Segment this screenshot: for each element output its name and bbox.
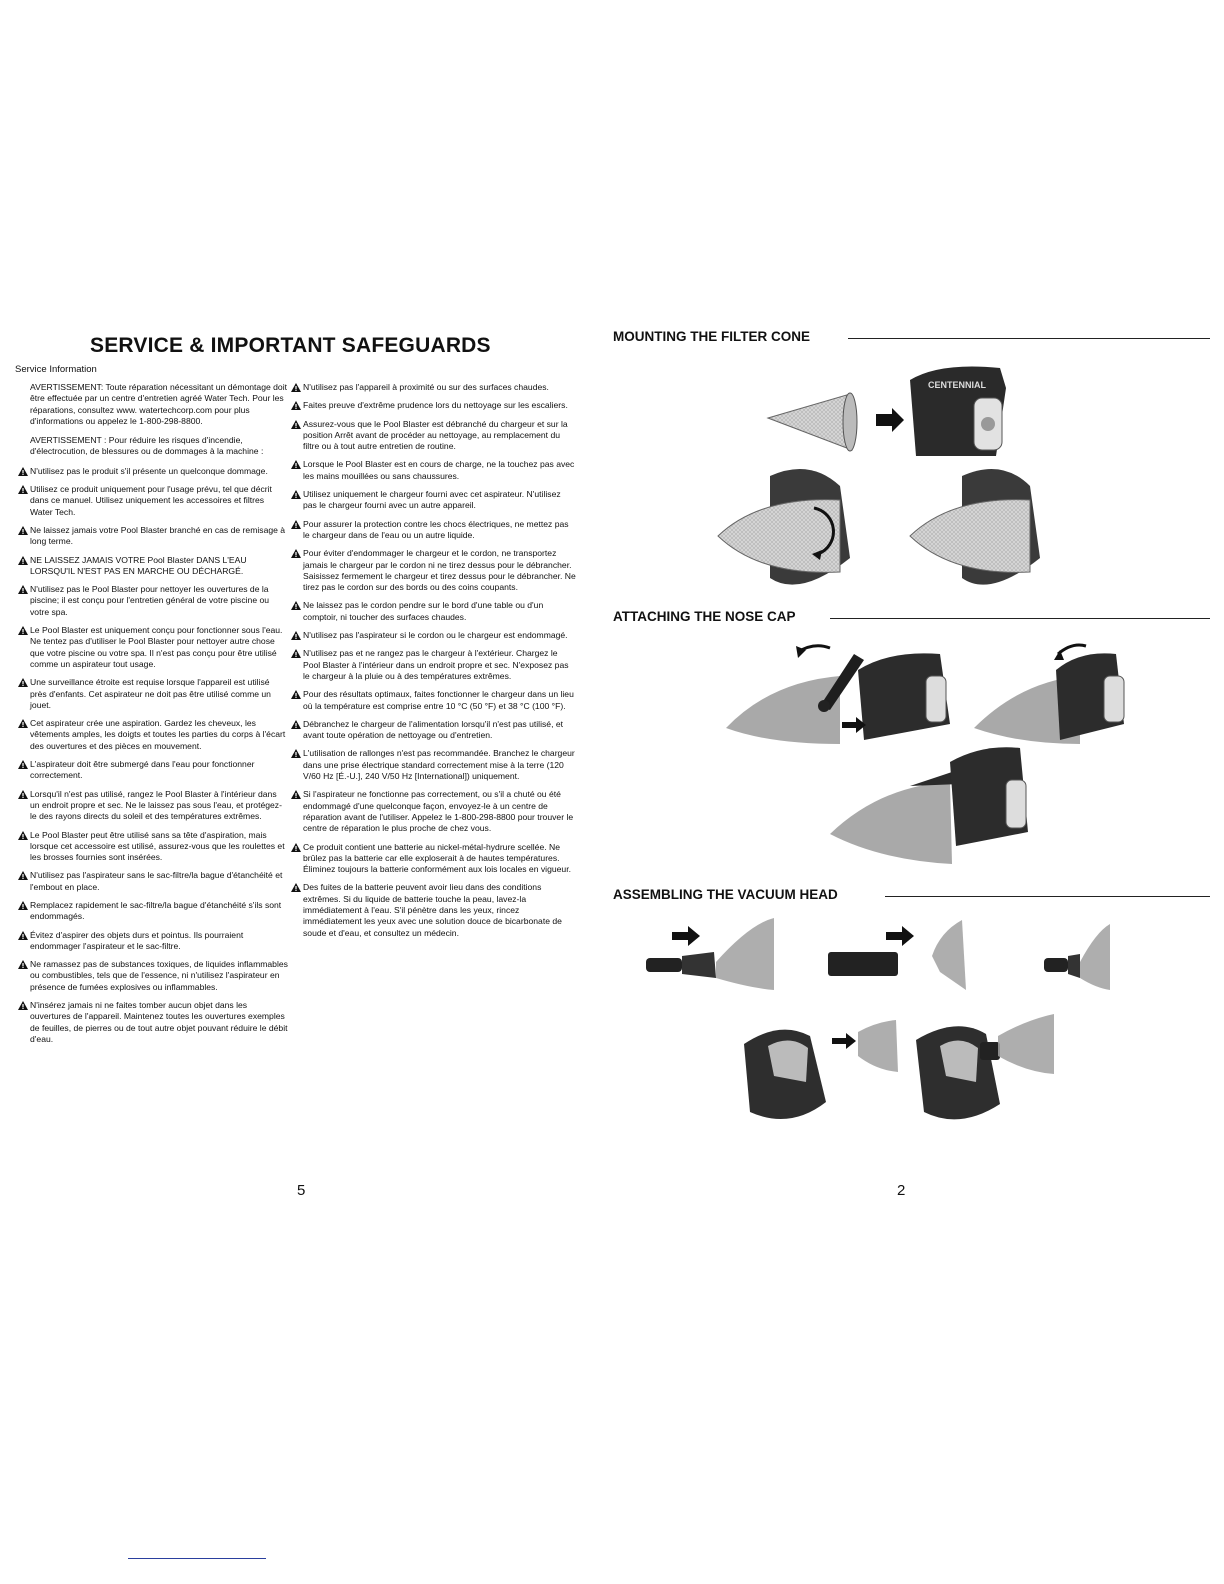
- left-safeguard-item: [18, 900, 288, 923]
- warning-triangle-icon: [291, 401, 301, 410]
- safeguard-text: Utilisez uniquement le chargeur fourni avec cet aspirateur. N'utilisez pas le chargeur fourni avec un autre appareil.: [303, 489, 561, 511]
- warning-triangle-icon: [18, 719, 28, 728]
- right-safeguard-item: [291, 719, 576, 742]
- page-title: SERVICE & IMPORTANT SAFEGUARDS: [90, 334, 491, 357]
- left-safeguard-item: [18, 625, 288, 670]
- vacuum-head-illustration: [640, 916, 1110, 1126]
- left-safeguard-item: [18, 584, 288, 618]
- section-title-vacuum-head: ASSEMBLING THE VACUUM HEAD: [613, 887, 838, 902]
- section-title-nose-cap: ATTACHING THE NOSE CAP: [613, 609, 796, 624]
- safeguard-text: N'utilisez pas le produit s'il présente un quelconque dommage.: [30, 465, 268, 476]
- warning-triangle-icon: [18, 1001, 28, 1010]
- right-safeguard-item: [291, 519, 576, 542]
- left-safeguard-item: [18, 930, 288, 953]
- safeguard-text: Des fuites de la batterie peuvent avoir lieu dans des conditions extrêmes. Si du liquide de batterie touche la peau, lavez-la immédiatement à l'eau. S'il pénètre dans les yeux, rincez immédiatement les yeux avec une solution douce de bicarbonate de soude et d'eau, et consultez un médecin.: [303, 882, 562, 938]
- safeguard-text: N'utilisez pas l'aspirateur sans le sac-filtre/la bague d'étanchéité et l'embout en place.: [30, 870, 283, 892]
- nose-cap-illustration: [720, 636, 1130, 868]
- section-rule: [848, 338, 1210, 339]
- warning-triangle-icon: [18, 526, 28, 535]
- right-safeguard-item: [291, 600, 576, 623]
- warning-triangle-icon: [18, 585, 28, 594]
- safeguard-text: Lorsqu'il n'est pas utilisé, rangez le Pool Blaster à l'intérieur dans un endroit propre et sec. Ne le laissez pas sous l'eau, et protégez-le des rayons directs du soleil et des températures extrêmes.: [30, 788, 282, 822]
- safeguard-text: NE LAISSEZ JAMAIS VOTRE Pool Blaster DANS L'EAU LORSQU'IL N'EST PAS EN MARCHE OU DÉCHARGÉ.: [30, 554, 247, 576]
- safeguard-text: Ne laissez pas le cordon pendre sur le bord d'une table ou d'un comptoir, ni toucher des surfaces chaudes.: [303, 600, 544, 622]
- safeguard-text: Cet aspirateur crée une aspiration. Gardez les cheveux, les vêtements amples, les doigts et toutes les parties du corps à l'écart des ouvertures et des pièces en mouvement.: [30, 718, 286, 751]
- right-safeguard-item: [291, 489, 576, 512]
- filter-cone-illustration: [700, 358, 1080, 608]
- left-safeguard-item: [18, 959, 288, 993]
- arrow-right-icon: [832, 1033, 856, 1049]
- left-safeguard-item: [18, 555, 288, 578]
- left-safeguard-item: [18, 1000, 288, 1045]
- warning-triangle-icon: [18, 871, 28, 880]
- right-safeguard-item: [291, 789, 576, 834]
- left-safeguard-item: [18, 718, 288, 752]
- left-item-list: [18, 466, 288, 1045]
- warning-triangle-icon: [291, 883, 301, 892]
- right-safeguard-item: [291, 648, 576, 682]
- warning-triangle-icon: [18, 960, 28, 969]
- warning-triangle-icon: [291, 460, 301, 469]
- warning-triangle-icon: [291, 520, 301, 529]
- warning-triangle-icon: [18, 760, 28, 769]
- right-item-list: [291, 382, 576, 939]
- warning-triangle-icon: [18, 485, 28, 494]
- warning-triangle-icon: [18, 626, 28, 635]
- arrow-right-icon: [672, 926, 700, 946]
- arrow-right-icon: [886, 926, 914, 946]
- safeguards-right-column: [291, 382, 576, 946]
- safeguard-text: Débranchez le chargeur de l'alimentation lorsqu'il n'est pas utilisé, et avant toute opération de nettoyage ou d'entretien.: [303, 718, 564, 741]
- left-safeguard-item: [18, 466, 288, 477]
- safeguard-text: Assurez-vous que le Pool Blaster est débranché du chargeur et sur la position Arrêt avant de procéder au nettoyage, au remplacement du filtre ou à tout autre entretien de routine.: [303, 418, 568, 452]
- safeguard-text: N'utilisez pas l'appareil à proximité ou sur des surfaces chaudes.: [303, 382, 549, 392]
- warning-triangle-icon: [18, 790, 28, 799]
- safeguard-text: Ce produit contient une batterie au nickel-métal-hydrure scellée. Ne brûlez pas la batterie car elle exploserait à de hautes températures. Éliminez toujours la batterie conformément aux lois locales en vigueur.: [303, 841, 571, 875]
- section-rule: [885, 896, 1210, 897]
- left-safeguard-item: [18, 870, 288, 893]
- safeguard-text: L'aspirateur doit être submergé dans l'eau pour fonctionner correctement.: [30, 759, 255, 781]
- warning-triangle-icon: [291, 720, 301, 729]
- warning-triangle-icon: [18, 556, 28, 565]
- warning-triangle-icon: [291, 549, 301, 558]
- warning-triangle-icon: [291, 383, 301, 392]
- safeguard-text: Pour des résultats optimaux, faites fonctionner le chargeur dans un lieu où la température est comprise entre 10 °C (50 °F) et 38 °C (100 °F).: [303, 689, 574, 711]
- warning-triangle-icon: [291, 420, 301, 429]
- left-safeguard-item: [18, 759, 288, 782]
- warning-triangle-icon: [291, 843, 301, 852]
- page-number-right: 2: [897, 1182, 906, 1199]
- right-safeguard-item: [291, 689, 576, 712]
- warning-triangle-icon: [18, 678, 28, 687]
- safeguard-text: Ne ramassez pas de substances toxiques, de liquides inflammables ou combustibles, tels que de l'essence, ni n'utilisez l'aspirateur en présence de fumées explosives ou inflammables.: [30, 959, 288, 992]
- safeguard-text: Faites preuve d'extrême prudence lors du nettoyage sur les escaliers.: [303, 400, 568, 411]
- safeguard-text: Évitez d'aspirer des objets durs et pointus. Ils pourraient endommager l'aspirateur et le sac-filtre.: [30, 929, 244, 951]
- safeguard-text: Remplacez rapidement le sac-filtre/la bague d'étanchéité s'ils sont endommagés.: [30, 899, 282, 922]
- safeguard-text: Pour assurer la protection contre les chocs électriques, ne mettez pas le chargeur dans de l'eau ou un autre liquide.: [303, 518, 569, 540]
- right-safeguard-item: [291, 842, 576, 876]
- warning-triangle-icon: [291, 631, 301, 640]
- warning-triangle-icon: [291, 790, 301, 799]
- warning-triangle-icon: [18, 831, 28, 840]
- right-safeguard-item: [291, 382, 576, 393]
- right-safeguard-item: [291, 548, 576, 593]
- right-safeguard-item: [291, 882, 576, 938]
- safeguard-text: Le Pool Blaster peut être utilisé sans sa tête d'aspiration, mais lorsque cet accessoire est utilisé, assurez-vous que les roulettes et les brosses fournies sont insérées.: [30, 829, 285, 863]
- page-number-left: 5: [297, 1182, 306, 1199]
- warning-triangle-icon: [18, 467, 28, 476]
- warning-triangle-icon: [291, 601, 301, 610]
- arrow-curved-icon: [796, 646, 830, 658]
- safeguard-text: Lorsque le Pool Blaster est en cours de charge, ne la touchez pas avec les mains mouillées ou sans chaussures.: [303, 459, 575, 481]
- safeguard-text: Si l'aspirateur ne fonctionne pas correctement, ou s'il a chuté ou été endommagé d'une quelconque façon, envoyez-le à un centre de réparation avant de l'utiliser. Appelez le 1-800-298-8800 pour trouver le centre de réparation le plus proche de chez vous.: [303, 789, 574, 834]
- service-info-label: Service Information: [15, 364, 97, 375]
- safeguard-text: Pour éviter d'endommager le chargeur et le cordon, ne transportez jamais le chargeur par le cordon ni ne tirez dessus pour le débrancher. Saisissez fermement le chargeur et tirez dessus pour le débrancher. Ne tirez pas le cordon sur des bords ou des coins coupants.: [303, 548, 576, 593]
- left-safeguard-item: [18, 525, 288, 548]
- safeguard-text: L'utilisation de rallonges n'est pas recommandée. Branchez le chargeur dans une prise électrique standard correctement mise à la terre (120 V/60 Hz [É.-U.], 240 V/50 Hz [International]) uniquement.: [303, 748, 575, 782]
- intro-warning-2: AVERTISSEMENT : Pour réduire les risques d'incendie, d'électrocution, de blessures ou de dommages à la machine :: [30, 435, 264, 457]
- safeguard-text: Ne laissez jamais votre Pool Blaster branché en cas de remisage à long terme.: [30, 524, 286, 547]
- warning-triangle-icon: [291, 749, 301, 758]
- right-safeguard-item: [291, 630, 576, 641]
- left-safeguard-item: [18, 484, 288, 518]
- warning-triangle-icon: [291, 490, 301, 499]
- safeguard-text: Une surveillance étroite est requise lorsque l'appareil est utilisé près d'enfants. Cet aspirateur ne doit pas être utilisé comme un jouet.: [30, 677, 271, 710]
- safeguards-left-column: [18, 382, 288, 1052]
- warning-triangle-icon: [18, 901, 28, 910]
- safeguard-text: N'utilisez pas l'aspirateur si le cordon ou le chargeur est endommagé.: [303, 630, 568, 641]
- section-title-filter-cone: MOUNTING THE FILTER CONE: [613, 329, 810, 344]
- intro-warning-1: AVERTISSEMENT: Toute réparation nécessitant un démontage doit être effectuée par un centre d'entretien agréé Water Tech. Pour les réparations, consultez www. watertechcorp.com pour plus d'informations ou appelez le 1-800-298-8800.: [30, 382, 288, 426]
- product-logo: CENTENNIAL: [928, 380, 986, 390]
- safeguard-text: Utilisez ce produit uniquement pour l'usage prévu, tel que décrit dans ce manuel. Utilisez uniquement les accessoires et filtres Water Tech.: [30, 484, 272, 517]
- right-safeguard-item: [291, 419, 576, 453]
- safeguard-text: N'utilisez pas et ne rangez pas le chargeur à l'extérieur. Chargez le Pool Blaster à l'intérieur dans un endroit propre et sec. N'exposez pas le chargeur à la pluie ou à des températures extrêmes.: [303, 648, 569, 681]
- left-safeguard-item: [18, 677, 288, 711]
- safeguard-text: Le Pool Blaster est uniquement conçu pour fonctionner sous l'eau. Ne tentez pas d'utiliser le Pool Blaster pour nettoyer autre chose que votre piscine ou votre spa. Il n'est pas conçu pour être utilisé comme un aspirateur tout usage.: [30, 625, 283, 669]
- footer-rule: [128, 1558, 266, 1559]
- left-safeguard-item: [18, 830, 288, 864]
- warning-triangle-icon: [18, 931, 28, 940]
- left-safeguard-item: [18, 789, 288, 823]
- safeguard-text: N'utilisez pas le Pool Blaster pour nettoyer les ouvertures de la piscine; il est conçu pour l'entretien général de votre piscine ou votre spa.: [30, 584, 270, 617]
- right-safeguard-item: [291, 400, 576, 411]
- arrow-right-icon: [876, 408, 904, 432]
- warning-triangle-icon: [291, 690, 301, 699]
- section-rule: [830, 618, 1210, 619]
- right-safeguard-item: [291, 748, 576, 782]
- right-safeguard-item: [291, 459, 576, 482]
- warning-triangle-icon: [291, 649, 301, 658]
- safeguard-text: N'insérez jamais ni ne faites tomber aucun objet dans les ouvertures de l'appareil. Maintenez toutes les ouvertures exemples de feuilles, de pierres ou de tout autre objet pouvant réduire le débit d'eau.: [30, 1000, 288, 1044]
